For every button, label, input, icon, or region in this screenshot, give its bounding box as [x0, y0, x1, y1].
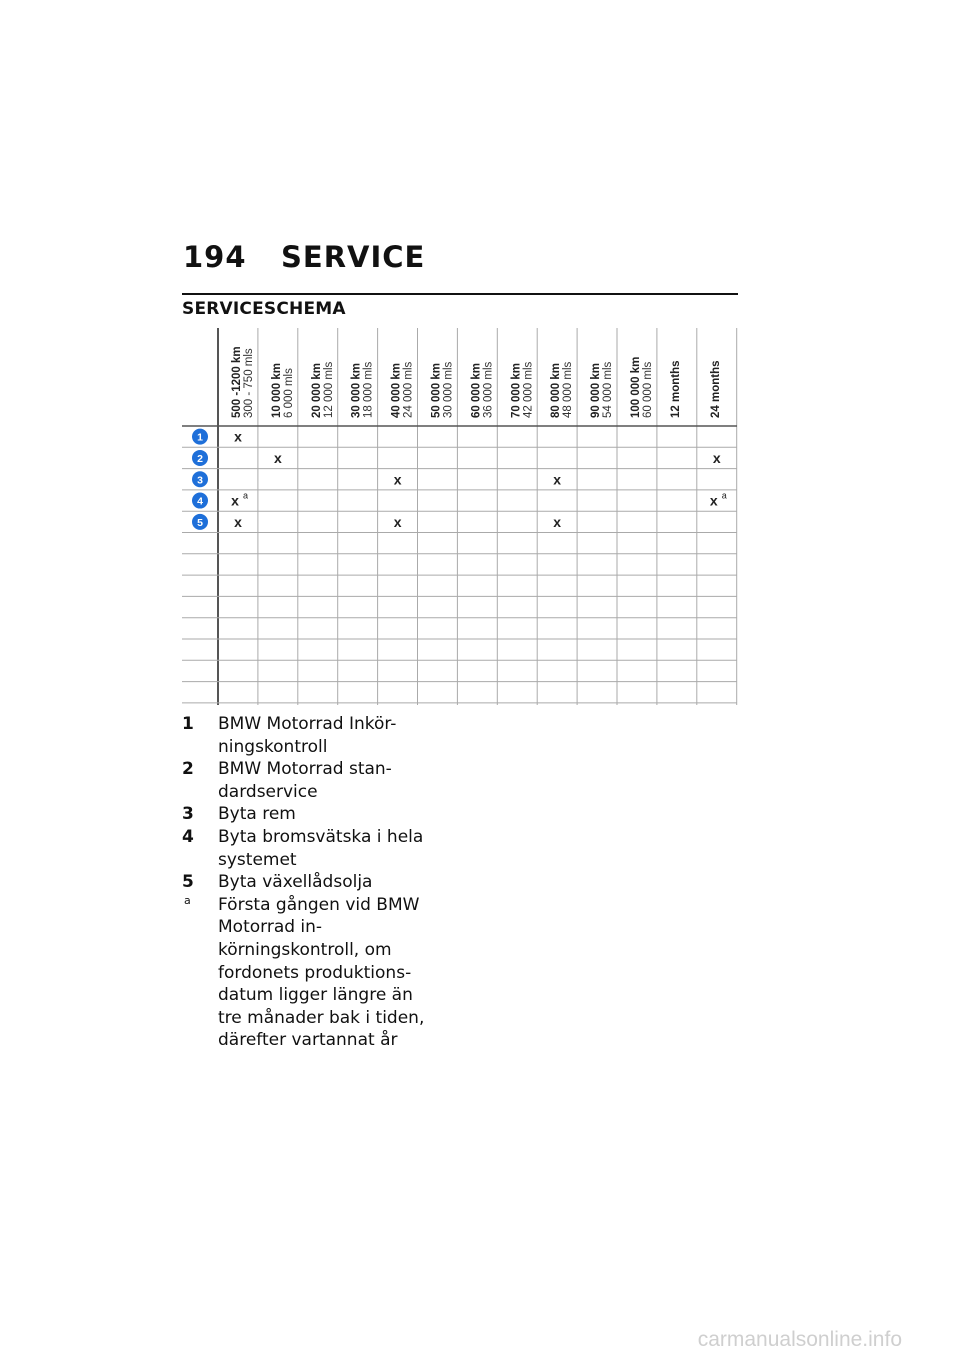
column-header-secondary: 6 000 mls — [282, 368, 295, 418]
legend-key: 3 — [182, 804, 194, 825]
row-badge-number: 1 — [197, 431, 203, 444]
column-header-secondary: 18 000 mls — [362, 361, 375, 418]
service-mark: x — [234, 513, 242, 530]
service-mark: x — [553, 471, 562, 488]
column-header-primary: 24 months — [709, 360, 722, 418]
column-header-primary: 500 -1200 km — [231, 346, 243, 418]
column-header-primary: 12 months — [669, 360, 682, 418]
column-header-primary: 50 000 km — [430, 363, 443, 418]
column-header-secondary: 48 000 mls — [562, 361, 575, 418]
service-mark: x — [234, 428, 242, 445]
service-mark: x — [712, 449, 721, 466]
legend-text: BMW Motorrad Inkör-ningskontroll — [218, 714, 397, 757]
column-header-secondary: 30 000 mls — [442, 361, 455, 418]
legend-item-4 — [182, 826, 442, 871]
legend — [182, 713, 442, 1052]
legend-key: 4 — [182, 826, 194, 847]
row-badge-number: 4 — [197, 495, 203, 508]
legend-text: Byta växellådsolja — [218, 872, 373, 893]
column-header-primary: 80 000 km — [550, 363, 563, 418]
legend-item-footnote-a — [182, 894, 442, 1052]
service-mark: x — [274, 449, 282, 466]
legend-text: Byta rem — [218, 804, 296, 825]
legend-item-2 — [182, 758, 442, 803]
legend-key: 5 — [182, 872, 194, 893]
column-header-secondary: 300 - 750 mls — [243, 348, 255, 418]
column-header-primary: 10 000 km — [270, 363, 283, 418]
section-title: SERVICESCHEMA — [182, 299, 346, 319]
service-mark: x — [553, 513, 562, 530]
row-badge-number: 2 — [197, 452, 203, 465]
column-header-secondary: 24 000 mls — [402, 361, 415, 418]
column-header-primary: 40 000 km — [390, 363, 403, 418]
service-mark: x — [393, 471, 402, 488]
legend-item-3 — [182, 803, 442, 826]
legend-key: 2 — [182, 759, 194, 780]
column-header-secondary: 54 000 mls — [602, 361, 615, 418]
service-mark: x — [393, 513, 402, 530]
legend-text: Byta bromsvätska i hela systemet — [218, 826, 424, 870]
service-mark-footnote: a — [243, 490, 249, 501]
column-header-secondary: 60 000 mls — [642, 361, 654, 418]
column-header-primary: 70 000 km — [510, 363, 523, 418]
watermark: carmanualsonline.info — [697, 1328, 902, 1351]
legend-key: 1 — [182, 714, 194, 734]
row-badge-number: 3 — [197, 474, 203, 487]
page-number: 194 — [183, 240, 247, 274]
legend-item-1 — [182, 713, 442, 758]
column-header-primary: 100 000 km — [630, 356, 642, 418]
column-header-primary: 90 000 km — [590, 363, 603, 418]
row-badge-number: 5 — [197, 516, 203, 529]
column-header-primary: 20 000 km — [310, 363, 323, 418]
column-header-primary: 60 000 km — [470, 363, 483, 418]
legend-item-5 — [182, 871, 442, 894]
column-header-primary: 30 000 km — [350, 363, 363, 418]
column-header-secondary: 12 000 mls — [322, 361, 335, 418]
footnote-marker: a — [184, 893, 191, 907]
chapter-title: SERVICE — [281, 240, 426, 274]
column-header-secondary: 42 000 mls — [522, 361, 535, 418]
column-header-secondary: 36 000 mls — [482, 361, 495, 418]
service-mark-footnote: a — [721, 490, 727, 501]
legend-text: BMW Motorrad stan-dardservice — [218, 759, 392, 802]
service-mark: x — [709, 492, 718, 509]
service-mark: x — [231, 492, 239, 509]
legend-text: Första gången vid BMW Motorrad in-körningskontroll, om fordonets produktions-datum ligger längre än tre månader bak i tiden, därefter vartannat år — [218, 894, 425, 1051]
